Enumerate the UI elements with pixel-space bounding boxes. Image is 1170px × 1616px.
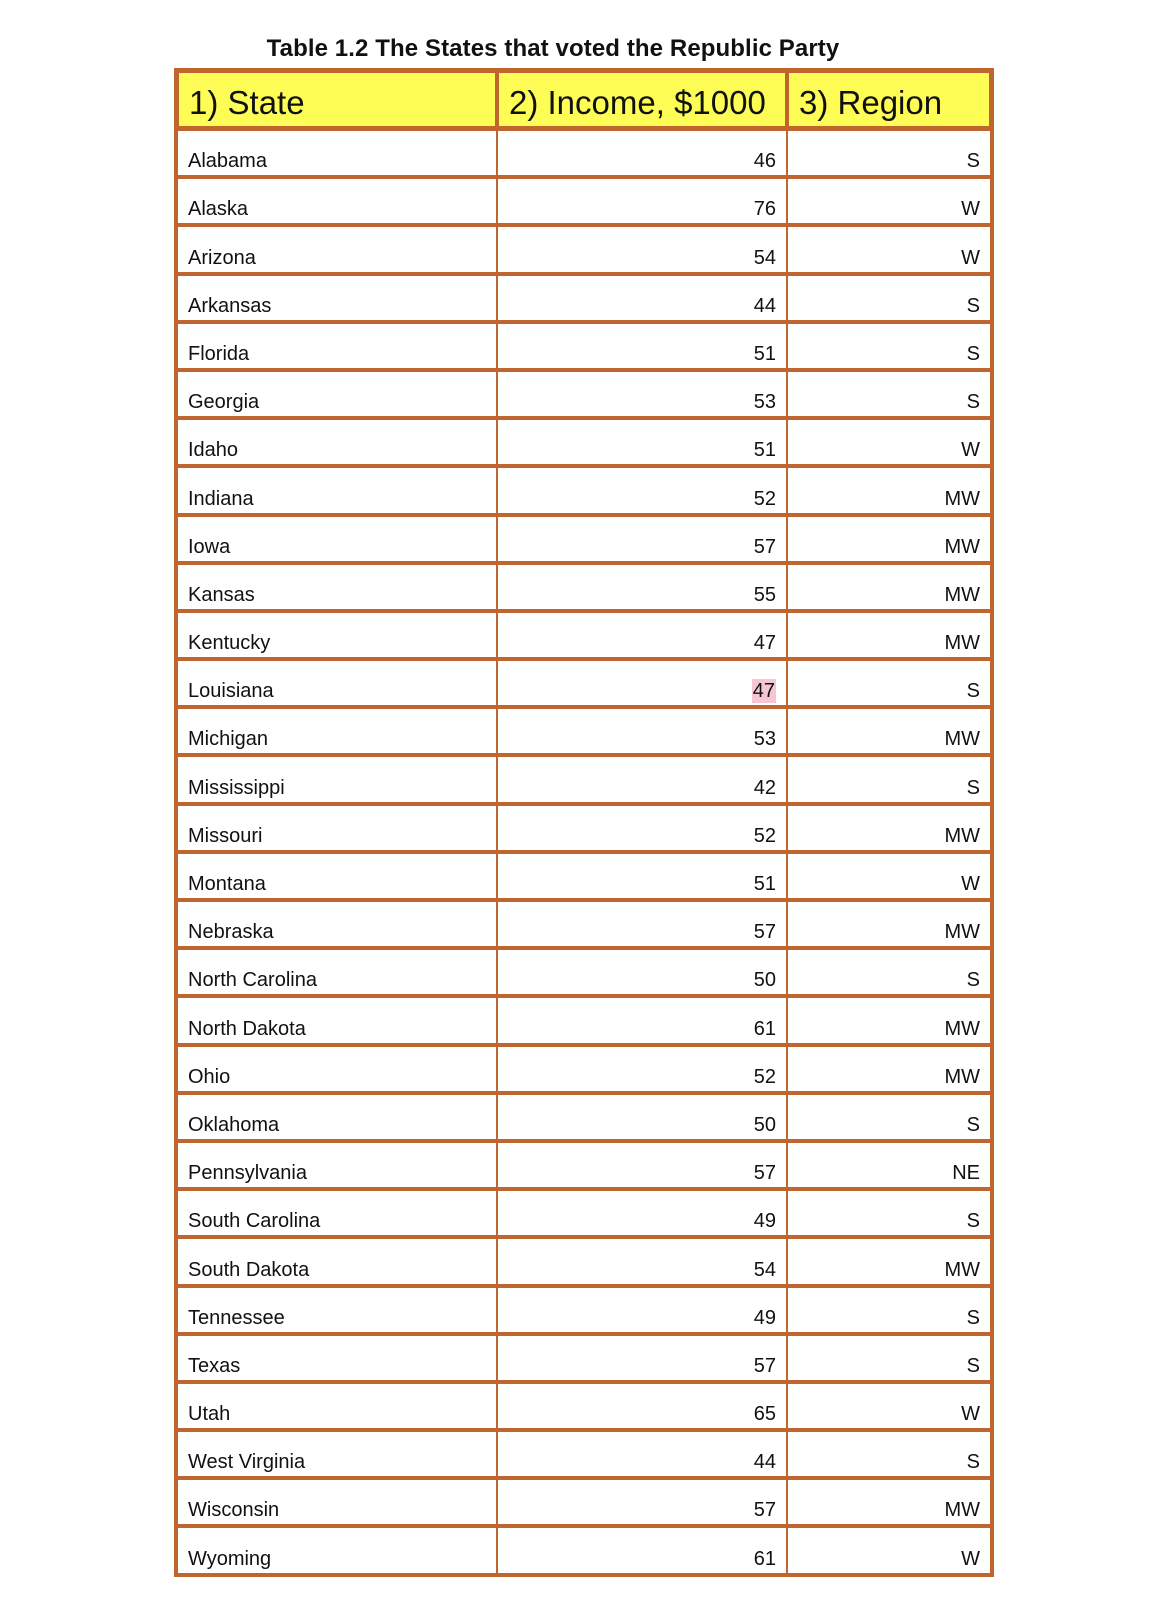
- cell-income[interactable]: 50: [497, 1092, 787, 1140]
- cell-region[interactable]: S: [787, 754, 991, 802]
- cell-income[interactable]: 44: [497, 273, 787, 321]
- cell-income[interactable]: 50: [497, 947, 787, 995]
- cell-region[interactable]: W: [787, 1381, 991, 1429]
- cell-state[interactable]: Missouri: [177, 803, 497, 851]
- cell-income[interactable]: 55: [497, 562, 787, 610]
- table-row: [177, 1525, 991, 1573]
- header-row: [177, 71, 991, 128]
- cell-state[interactable]: South Carolina: [177, 1188, 497, 1236]
- table-row: [177, 851, 991, 899]
- cell-income[interactable]: 76: [497, 176, 787, 224]
- cell-income[interactable]: 51: [497, 851, 787, 899]
- cell-income[interactable]: 61: [497, 995, 787, 1043]
- table-row: [177, 1381, 991, 1429]
- cell-region[interactable]: W: [787, 224, 991, 272]
- cell-income[interactable]: 61: [497, 1525, 787, 1573]
- cell-region[interactable]: W: [787, 176, 991, 224]
- table-row: [177, 803, 991, 851]
- table-body: [177, 128, 991, 1574]
- cell-region[interactable]: MW: [787, 995, 991, 1043]
- cell-income[interactable]: 52: [497, 1044, 787, 1092]
- table-row: [177, 224, 991, 272]
- cell-state[interactable]: West Virginia: [177, 1429, 497, 1477]
- cell-state[interactable]: Arizona: [177, 224, 497, 272]
- cell-income[interactable]: 44: [497, 1429, 787, 1477]
- cell-income[interactable]: 49: [497, 1188, 787, 1236]
- cell-region[interactable]: MW: [787, 514, 991, 562]
- cell-income[interactable]: 57: [497, 1477, 787, 1525]
- cell-region[interactable]: MW: [787, 803, 991, 851]
- cell-income[interactable]: 47: [497, 610, 787, 658]
- cell-state[interactable]: Wisconsin: [177, 1477, 497, 1525]
- cell-state[interactable]: Texas: [177, 1333, 497, 1381]
- column-header-region[interactable]: 3) Region: [787, 71, 991, 128]
- cell-income[interactable]: 53: [497, 369, 787, 417]
- cell-state[interactable]: Louisiana: [177, 658, 497, 706]
- cell-region[interactable]: S: [787, 1092, 991, 1140]
- cell-region[interactable]: MW: [787, 465, 991, 513]
- cell-state[interactable]: Idaho: [177, 417, 497, 465]
- cell-state[interactable]: Ohio: [177, 1044, 497, 1092]
- cell-state[interactable]: Mississippi: [177, 754, 497, 802]
- cell-state[interactable]: Kansas: [177, 562, 497, 610]
- cell-region[interactable]: W: [787, 851, 991, 899]
- cell-region[interactable]: W: [787, 1525, 991, 1573]
- table-row: [177, 1285, 991, 1333]
- cell-income[interactable]: 54: [497, 1236, 787, 1284]
- table-row: [177, 1044, 991, 1092]
- table-row: [177, 562, 991, 610]
- cell-state[interactable]: Montana: [177, 851, 497, 899]
- table-row: [177, 1092, 991, 1140]
- table-row: [177, 1333, 991, 1381]
- table-row: [177, 658, 991, 706]
- highlighted-value: 47: [752, 680, 775, 703]
- cell-region[interactable]: S: [787, 321, 991, 369]
- cell-state[interactable]: Iowa: [177, 514, 497, 562]
- cell-income[interactable]: 49: [497, 1285, 787, 1333]
- cell-region[interactable]: NE: [787, 1140, 991, 1188]
- cell-income[interactable]: 65: [497, 1381, 787, 1429]
- table-row: [177, 369, 991, 417]
- cell-state[interactable]: Indiana: [177, 465, 497, 513]
- cell-state[interactable]: South Dakota: [177, 1236, 497, 1284]
- cell-region[interactable]: S: [787, 1333, 991, 1381]
- cell-region[interactable]: MW: [787, 706, 991, 754]
- cell-region[interactable]: W: [787, 417, 991, 465]
- table-row: [177, 1140, 991, 1188]
- column-header-state[interactable]: 1) State: [177, 71, 497, 128]
- table-row: [177, 514, 991, 562]
- cell-state[interactable]: North Carolina: [177, 947, 497, 995]
- cell-state[interactable]: Oklahoma: [177, 1092, 497, 1140]
- cell-state[interactable]: Arkansas: [177, 273, 497, 321]
- cell-region[interactable]: MW: [787, 1044, 991, 1092]
- table-row: [177, 1236, 991, 1284]
- cell-income[interactable]: [497, 658, 787, 706]
- cell-income[interactable]: 57: [497, 899, 787, 947]
- table-row: [177, 610, 991, 658]
- cell-state[interactable]: Georgia: [177, 369, 497, 417]
- table-row: [177, 754, 991, 802]
- table-row: [177, 176, 991, 224]
- cell-state[interactable]: Utah: [177, 1381, 497, 1429]
- cell-income[interactable]: 51: [497, 417, 787, 465]
- cell-income[interactable]: 51: [497, 321, 787, 369]
- cell-income[interactable]: 46: [497, 128, 787, 176]
- cell-income[interactable]: 53: [497, 706, 787, 754]
- table-title: Table 1.2 The States that voted the Republic Party: [266, 35, 840, 62]
- cell-region[interactable]: MW: [787, 899, 991, 947]
- table-row: [177, 1429, 991, 1477]
- cell-income[interactable]: 52: [497, 803, 787, 851]
- table-row: [177, 417, 991, 465]
- cell-state[interactable]: Alaska: [177, 176, 497, 224]
- cell-income[interactable]: 57: [497, 1140, 787, 1188]
- cell-income[interactable]: 52: [497, 465, 787, 513]
- cell-region[interactable]: S: [787, 369, 991, 417]
- cell-region[interactable]: MW: [787, 1236, 991, 1284]
- states-table: [174, 68, 994, 1577]
- cell-region[interactable]: S: [787, 1285, 991, 1333]
- table-row: [177, 1188, 991, 1236]
- table-row: [177, 465, 991, 513]
- cell-region[interactable]: MW: [787, 610, 991, 658]
- cell-state[interactable]: North Dakota: [177, 995, 497, 1043]
- cell-region[interactable]: S: [787, 947, 991, 995]
- cell-state[interactable]: Michigan: [177, 706, 497, 754]
- cell-income[interactable]: 57: [497, 514, 787, 562]
- cell-region[interactable]: S: [787, 1188, 991, 1236]
- table-row: [177, 128, 991, 176]
- cell-state[interactable]: Tennessee: [177, 1285, 497, 1333]
- table-row: [177, 899, 991, 947]
- cell-state[interactable]: Wyoming: [177, 1525, 497, 1573]
- cell-state[interactable]: Kentucky: [177, 610, 497, 658]
- cell-state[interactable]: Pennsylvania: [177, 1140, 497, 1188]
- cell-region[interactable]: MW: [787, 1477, 991, 1525]
- cell-state[interactable]: Florida: [177, 321, 497, 369]
- table-row: [177, 321, 991, 369]
- cell-state[interactable]: Nebraska: [177, 899, 497, 947]
- table-row: [177, 947, 991, 995]
- cell-region[interactable]: S: [787, 1429, 991, 1477]
- cell-state[interactable]: Alabama: [177, 128, 497, 176]
- column-header-income[interactable]: 2) Income, $1000: [497, 71, 787, 128]
- cell-region[interactable]: S: [787, 128, 991, 176]
- cell-region[interactable]: MW: [787, 562, 991, 610]
- table-row: [177, 995, 991, 1043]
- cell-income[interactable]: 54: [497, 224, 787, 272]
- table-row: [177, 1477, 991, 1525]
- table-row: [177, 273, 991, 321]
- cell-region[interactable]: S: [787, 273, 991, 321]
- cell-region[interactable]: S: [787, 658, 991, 706]
- cell-income[interactable]: 57: [497, 1333, 787, 1381]
- cell-income[interactable]: 42: [497, 754, 787, 802]
- table-row: [177, 706, 991, 754]
